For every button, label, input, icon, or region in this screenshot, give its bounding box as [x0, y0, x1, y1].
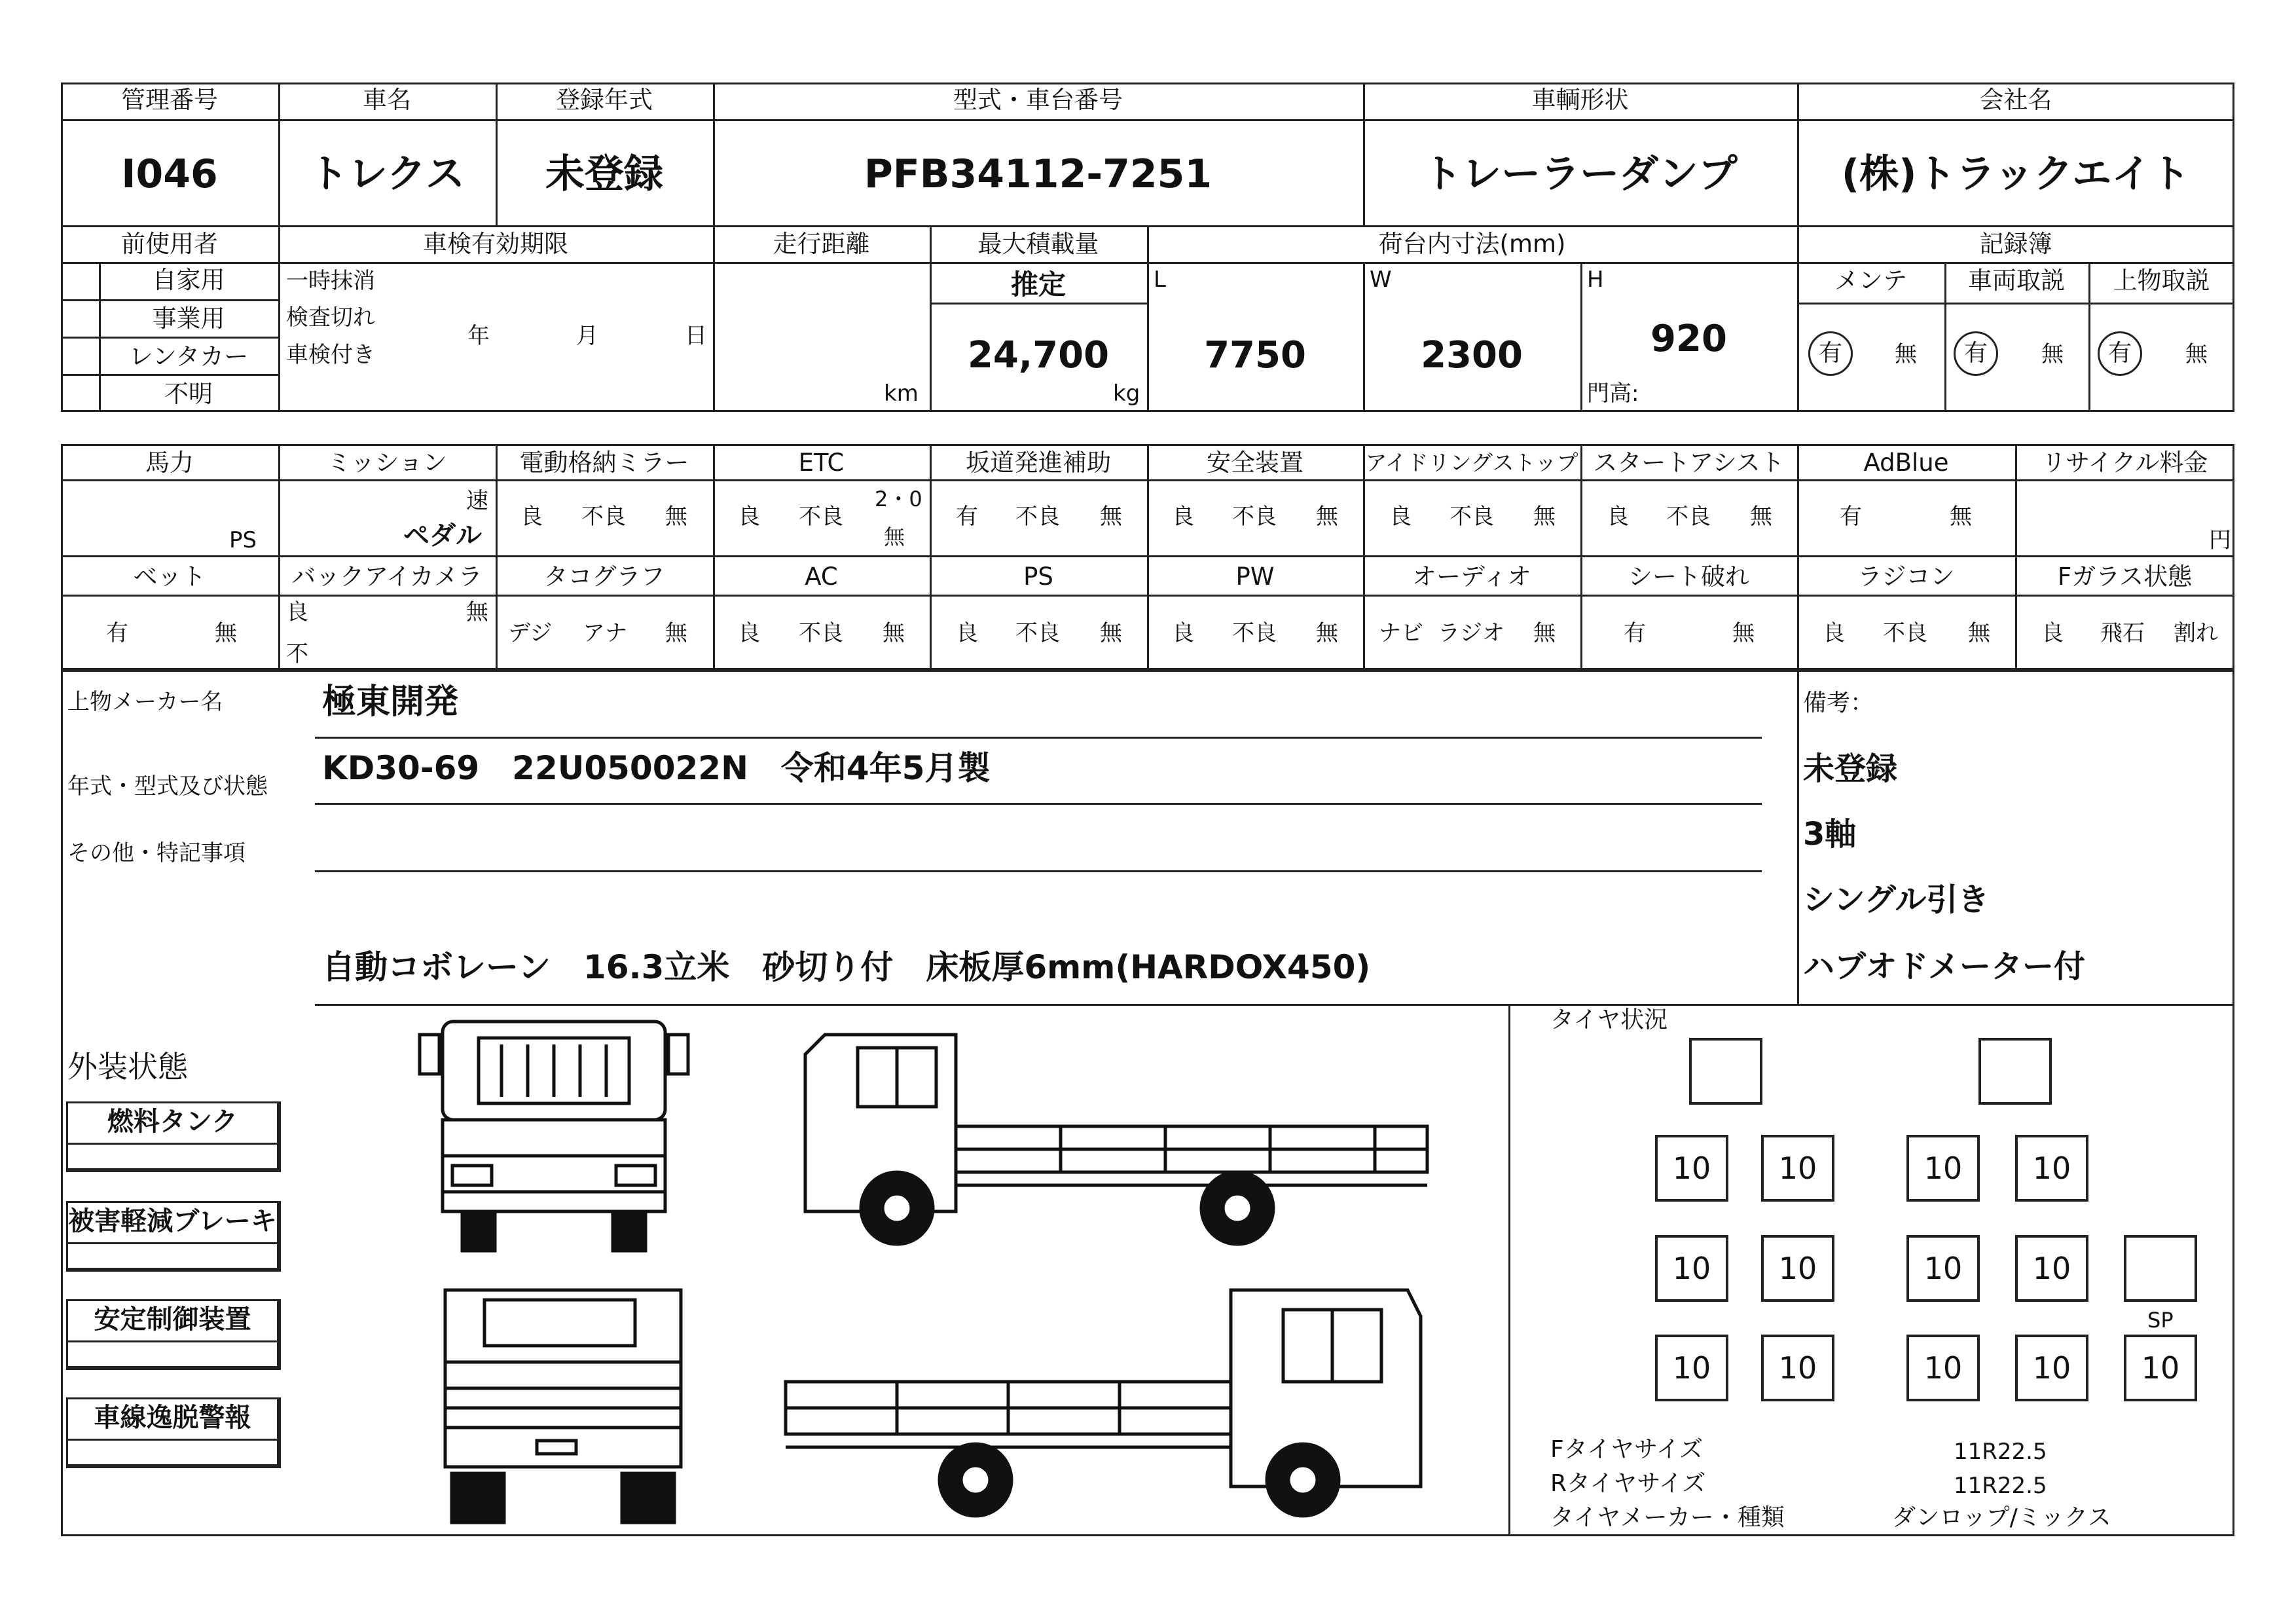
adblue-yes: 有: [1840, 504, 1862, 530]
body-model-status: KD30-69 22U050022N 令和4年5月製: [322, 749, 991, 787]
tire-r3-1: 10: [1655, 1335, 1728, 1401]
spare-tire: 10: [2124, 1335, 2197, 1401]
company-name: (株)トラックエイト: [1841, 151, 2191, 197]
body-maker: 極東開発: [322, 682, 459, 722]
ps-none: 無: [1100, 620, 1122, 646]
prev-user-private: 自家用: [152, 266, 225, 294]
header-audio: オーディオ: [1412, 563, 1532, 591]
record-vehicle-manual-no: 無: [2041, 341, 2064, 367]
remarks-line-1: 未登録: [1803, 750, 1898, 787]
safety-none: 無: [1316, 504, 1338, 530]
remarks-line-3: シングル引き: [1803, 881, 1990, 918]
inspection-expired: 検査切れ: [286, 304, 375, 331]
header-seat-tear: シート破れ: [1628, 563, 1749, 591]
idling-good: 良: [1389, 504, 1412, 530]
bed-yes: 有: [106, 620, 128, 646]
spare-tire-label: SP: [2147, 1308, 2174, 1333]
taco-digital: デジ: [508, 620, 553, 646]
header-power-mirror: 電動格納ミラー: [519, 449, 689, 477]
header-transmission: ミッション: [327, 449, 447, 477]
seat-tear-none: 無: [1732, 620, 1755, 646]
ps-good: 良: [956, 620, 978, 646]
audio-navi: ナビ: [1379, 620, 1423, 646]
horsepower-unit: PS: [229, 527, 257, 553]
etc-none: 無: [884, 525, 905, 549]
transmission-pedal: ペダル: [403, 521, 482, 551]
header-company: 会社名: [1979, 86, 2052, 114]
header-idling-stop: アイドリングストップ: [1365, 450, 1578, 475]
header-registration-year: 登録年式: [556, 86, 653, 114]
tire-r1-2: 10: [1761, 1135, 1834, 1202]
tire-r2-3: 10: [1906, 1235, 1980, 1302]
tire-r2-4: 10: [2015, 1235, 2088, 1302]
model-chassis-number: PFB34112-7251: [864, 151, 1212, 197]
body-year-model-label: 年式・型式及び状態: [67, 773, 268, 800]
header-body-type: 車輌形状: [1531, 86, 1629, 114]
header-etc: ETC: [798, 449, 845, 477]
bed-none: 無: [215, 620, 237, 646]
exterior-stability-control: 安定制御装置: [66, 1299, 281, 1370]
radio-control-bad: 不良: [1883, 620, 1927, 646]
truck-side-view-left-image: [799, 1028, 1440, 1251]
dim-length: 7750: [1204, 334, 1306, 377]
radio-control-good: 良: [1823, 620, 1845, 646]
header-bed-dimensions: 荷台内寸法(mm): [1378, 230, 1566, 258]
hill-assist-bad: 不良: [1015, 504, 1060, 530]
rear-tire-size-label: Rタイヤサイズ: [1550, 1470, 1706, 1497]
header-max-load: 最大積載量: [977, 230, 1099, 258]
record-vehicle-manual-yes: 有: [1954, 331, 1998, 376]
camera-good: 良: [286, 599, 308, 625]
date-unit-year: 年: [467, 323, 490, 349]
idling-none: 無: [1533, 504, 1556, 530]
idling-bad: 不良: [1449, 504, 1494, 530]
header-radio-control: ラジコン: [1857, 563, 1955, 591]
remarks-line-2: 3軸: [1803, 816, 1857, 853]
date-unit-day: 日: [685, 323, 707, 349]
recycle-fee-unit: 円: [2209, 527, 2231, 553]
inspection-valid: 車検付き: [286, 342, 375, 368]
camera-bad: 不: [286, 641, 308, 667]
steer-tire-left: [1689, 1038, 1762, 1105]
header-bed: ベット: [133, 563, 206, 591]
header-vehicle-name: 車名: [363, 86, 411, 114]
start-assist-good: 良: [1607, 504, 1629, 530]
hill-assist-yes: 有: [956, 504, 978, 530]
header-recycle-fee: リサイクル料金: [2041, 449, 2208, 477]
etc-bad: 不良: [799, 504, 843, 530]
max-load-note: 推定: [1010, 268, 1066, 301]
header-records: 記録簿: [1979, 230, 2052, 258]
start-assist-none: 無: [1750, 504, 1772, 530]
header-control-number: 管理番号: [121, 86, 218, 114]
audio-radio: ラジオ: [1438, 620, 1504, 646]
front-tire-size: 11R22.5: [1954, 1439, 2047, 1465]
body-type: トレーラーダンプ: [1423, 151, 1738, 197]
remarks-label: 備考：: [1803, 690, 1874, 716]
record-vehicle-manual-header: 車両取説: [1968, 267, 2065, 295]
seat-tear-yes: 有: [1624, 620, 1646, 646]
glass-crack: 割れ: [2174, 620, 2218, 646]
front-tire-size-label: Fタイヤサイズ: [1550, 1436, 1704, 1463]
ac-none: 無: [883, 620, 905, 646]
steer-tire-right: [1978, 1038, 2052, 1105]
taco-none: 無: [665, 620, 687, 646]
etc-type: 2・0: [875, 487, 922, 511]
tire-r1-4: 10: [2015, 1135, 2088, 1202]
date-unit-month: 月: [576, 323, 598, 349]
header-model-chassis: 型式・車台番号: [953, 86, 1123, 114]
adblue-none: 無: [1950, 504, 1972, 530]
header-inspection-expiry: 車検有効期限: [423, 230, 568, 258]
header-start-assist: スタートアシスト: [1593, 449, 1785, 477]
mileage-unit: km: [884, 380, 919, 407]
radio-control-none: 無: [1968, 620, 1990, 646]
body-special-note: 自動コボレーン 16.3立米 砂切り付 床板厚6mm(HARDOX450): [322, 948, 1371, 986]
header-back-camera: バックアイカメラ: [291, 563, 483, 591]
ac-good: 良: [738, 620, 760, 646]
mirror-bad: 不良: [581, 504, 626, 530]
header-ac: AC: [805, 563, 838, 591]
truck-front-view-image: [416, 1008, 691, 1257]
prev-user-business: 事業用: [152, 304, 225, 333]
header-power-window: PW: [1235, 563, 1275, 591]
record-body-manual-yes: 有: [2098, 331, 2142, 376]
dim-height: 920: [1650, 318, 1727, 360]
control-number: I046: [121, 151, 218, 197]
record-maintenance-yes: 有: [1808, 331, 1853, 376]
audio-none: 無: [1533, 620, 1556, 646]
exterior-title: 外装状態: [67, 1049, 188, 1084]
tire-maker-label: タイヤメーカー・種類: [1550, 1504, 1785, 1531]
max-load-value: 24,700: [967, 334, 1110, 377]
max-load-unit: kg: [1113, 380, 1140, 407]
taco-analog: アナ: [583, 620, 627, 646]
header-previous-user: 前使用者: [121, 230, 218, 258]
exterior-collision-brake: 被害軽減ブレーキ: [66, 1201, 281, 1272]
header-front-glass: Fガラス状態: [2057, 563, 2193, 591]
gate-height-label: 門高:: [1587, 380, 1639, 407]
header-power-steering: PS: [1023, 563, 1053, 591]
header-tachograph: タコグラフ: [543, 563, 665, 591]
header-safety-device: 安全装置: [1207, 449, 1303, 477]
tire-r3-2: 10: [1761, 1335, 1834, 1401]
record-maintenance-header: メンテ: [1834, 267, 1907, 295]
pw-bad: 不良: [1232, 620, 1277, 646]
safety-bad: 不良: [1232, 504, 1277, 530]
exterior-fuel-tank: 燃料タンク: [66, 1101, 281, 1172]
rear-tire-size: 11R22.5: [1954, 1473, 2047, 1499]
header-horsepower: 馬力: [145, 449, 194, 477]
dim-label-h: H: [1587, 267, 1604, 293]
tire-r3-3: 10: [1906, 1335, 1980, 1401]
safety-good: 良: [1172, 504, 1194, 530]
dim-width: 2300: [1421, 334, 1523, 377]
header-mileage: 走行距離: [773, 230, 870, 258]
vehicle-name: トレクス: [308, 151, 465, 197]
prev-user-unknown: 不明: [164, 380, 213, 408]
record-body-manual-no: 無: [2185, 341, 2208, 367]
dim-label-w: W: [1370, 267, 1392, 293]
dim-label-l: L: [1154, 267, 1166, 293]
truck-side-view-right-image: [779, 1277, 1434, 1526]
hill-assist-none: 無: [1100, 504, 1122, 530]
tire-r1-1: 10: [1655, 1135, 1728, 1202]
exterior-lane-departure: 車線逸脱警報: [66, 1397, 281, 1468]
tire-r2-2: 10: [1761, 1235, 1834, 1302]
etc-good: 良: [738, 504, 760, 530]
glass-good: 良: [2041, 620, 2064, 646]
ac-bad: 不良: [799, 620, 843, 646]
glass-chip: 飛石: [2100, 620, 2145, 646]
start-assist-bad: 不良: [1666, 504, 1711, 530]
pw-none: 無: [1316, 620, 1338, 646]
registration-year: 未登録: [545, 151, 663, 197]
mirror-good: 良: [520, 504, 543, 530]
ps-bad: 不良: [1015, 620, 1060, 646]
tire-r1-3: 10: [1906, 1135, 1980, 1202]
record-body-manual-header: 上物取説: [2113, 267, 2210, 295]
tire-r3-4: 10: [2015, 1335, 2088, 1401]
prev-user-rental: レンタカー: [128, 342, 249, 371]
truck-rear-view-image: [432, 1283, 694, 1526]
record-maintenance-no: 無: [1895, 341, 1917, 367]
body-maker-label: 上物メーカー名: [67, 689, 223, 715]
pw-good: 良: [1172, 620, 1194, 646]
other-notes-label: その他・特記事項: [67, 840, 246, 866]
remarks-line-4: ハブオドメーター付: [1803, 948, 2086, 985]
tire-maker: ダンロップ/ミックス: [1892, 1504, 2111, 1531]
camera-none: 無: [466, 599, 488, 625]
tire-r2-extra: [2124, 1235, 2197, 1302]
header-hill-start-assist: 坂道発進補助: [966, 449, 1111, 477]
tire-r2-1: 10: [1655, 1235, 1728, 1302]
inspection-temp-cancel: 一時抹消: [286, 268, 375, 294]
header-adblue: AdBlue: [1863, 449, 1949, 477]
tire-status-title: タイヤ状況: [1550, 1006, 1668, 1033]
mirror-none: 無: [665, 504, 687, 530]
transmission-speed: 速: [466, 488, 488, 514]
